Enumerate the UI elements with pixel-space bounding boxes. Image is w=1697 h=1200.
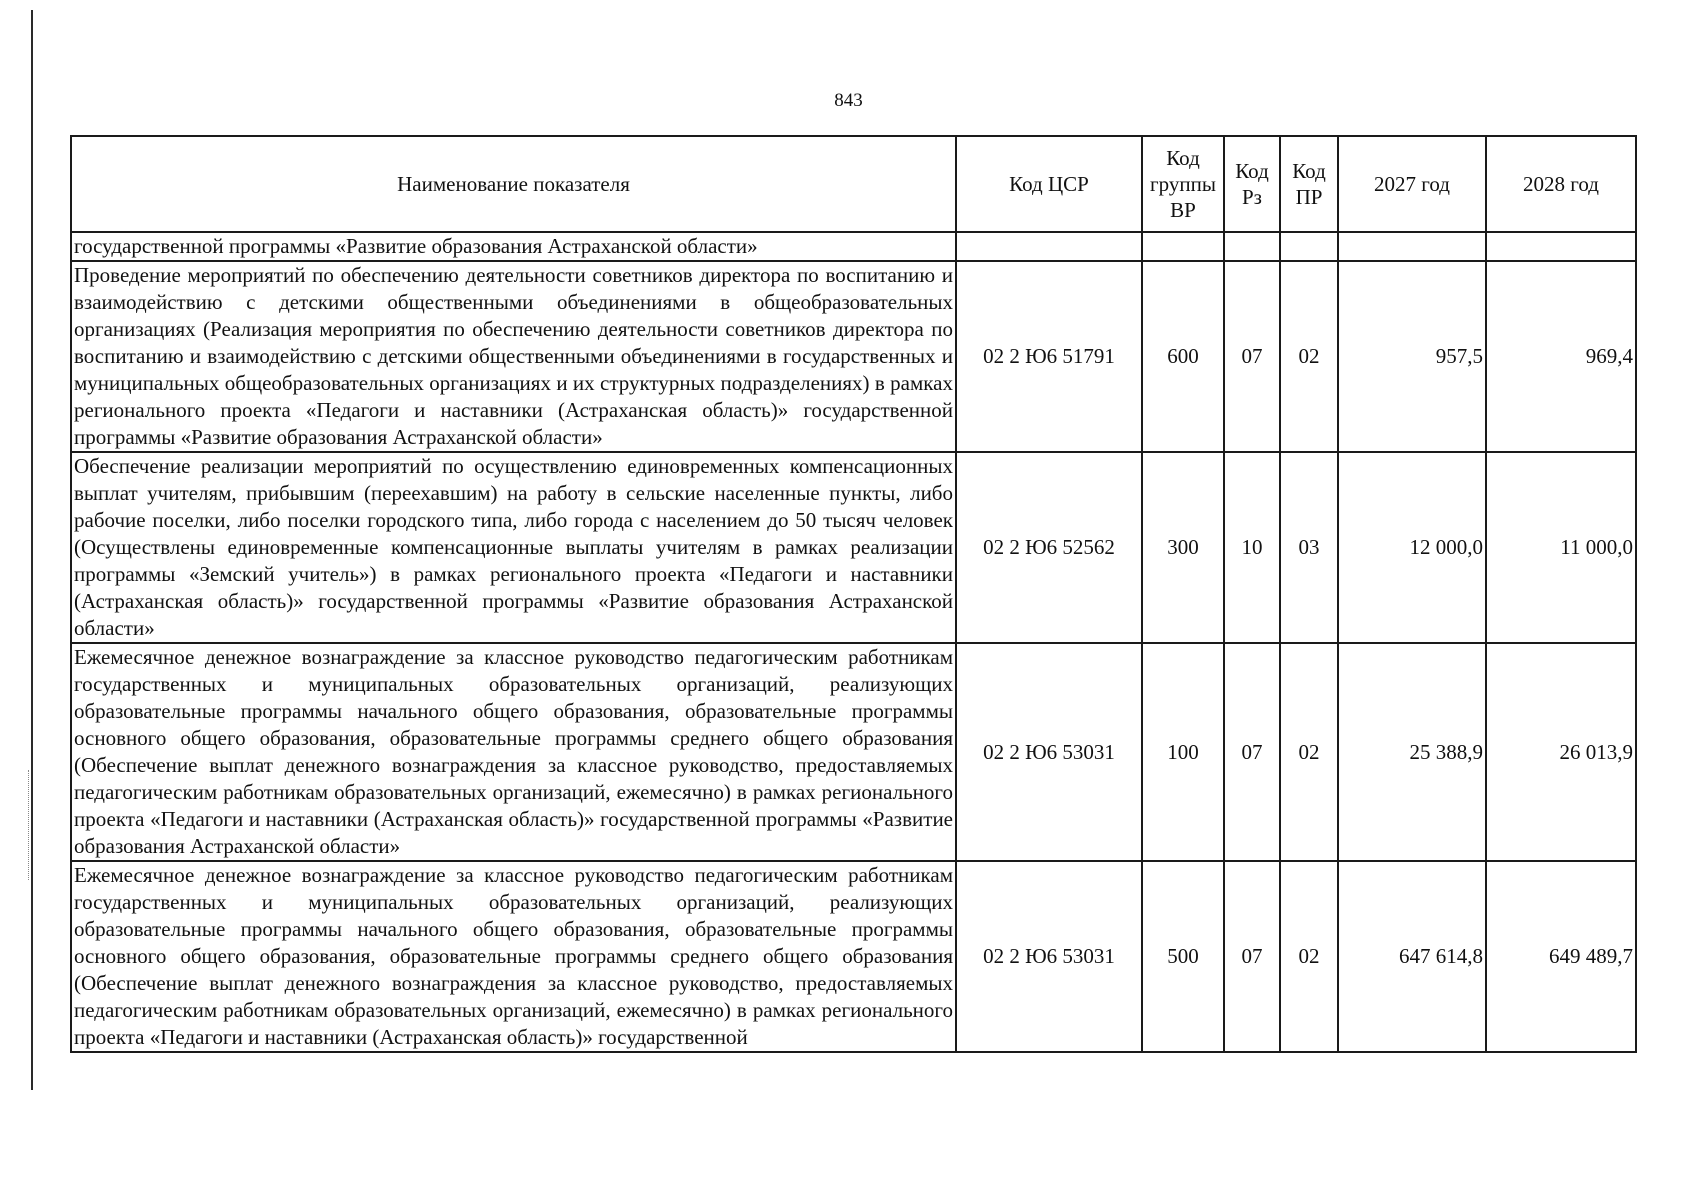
- header-rz: Код Рз: [1224, 136, 1280, 232]
- table-row: [71, 861, 1636, 1052]
- row-pr: 02: [1280, 261, 1338, 452]
- row-rz: 07: [1224, 643, 1280, 861]
- row-csr: 02 2 Ю6 53031: [956, 643, 1142, 861]
- row-vr: 300: [1142, 452, 1224, 643]
- row-csr: 02 2 Ю6 51791: [956, 261, 1142, 452]
- row-2028: 649 489,7: [1486, 861, 1636, 1052]
- budget-table: [70, 135, 1637, 1053]
- table-row: [71, 261, 1636, 452]
- header-2028: 2028 год: [1486, 136, 1636, 232]
- header-vr: Код группы ВР: [1142, 136, 1224, 232]
- row-2028: 969,4: [1486, 261, 1636, 452]
- row-2027: 647 614,8: [1338, 861, 1486, 1052]
- row-rz: 10: [1224, 452, 1280, 643]
- header-csr: Код ЦСР: [956, 136, 1142, 232]
- row-csr: [956, 232, 1142, 261]
- scan-margin-line: [31, 10, 33, 1090]
- table-row: [71, 232, 1636, 261]
- row-rz: 07: [1224, 861, 1280, 1052]
- row-2028: 26 013,9: [1486, 643, 1636, 861]
- row-pr: 02: [1280, 861, 1338, 1052]
- row-name: государственной программы «Развитие образования Астраханской области»: [71, 232, 956, 261]
- row-2028: [1486, 232, 1636, 261]
- row-pr: [1280, 232, 1338, 261]
- table-row: [71, 643, 1636, 861]
- header-name: Наименование показателя: [71, 136, 956, 232]
- row-csr: 02 2 Ю6 53031: [956, 861, 1142, 1052]
- row-rz: [1224, 232, 1280, 261]
- row-csr: 02 2 Ю6 52562: [956, 452, 1142, 643]
- row-2028: 11 000,0: [1486, 452, 1636, 643]
- table-row: [71, 452, 1636, 643]
- row-vr: 600: [1142, 261, 1224, 452]
- page-number: 843: [834, 90, 863, 111]
- row-2027: 957,5: [1338, 261, 1486, 452]
- row-rz: 07: [1224, 261, 1280, 452]
- row-vr: 500: [1142, 861, 1224, 1052]
- row-vr: [1142, 232, 1224, 261]
- table-header-row: [71, 136, 1636, 232]
- row-pr: 03: [1280, 452, 1338, 643]
- row-name: Ежемесячное денежное вознаграждение за классное руководство педагогическим работникам государственных и муниципальных образовательных организаций, реализующих образовательные программы начального общего образования, образовательные программы основного общего образования, образовательные программы среднего общего образования (Обеспечение выплат денежного вознаграждения за классное руководство, предоставляемых педагогическим работникам образовательных организаций, ежемесячно) в рамках регионального проекта «Педагоги и наставники (Астраханская область)» государственной: [71, 861, 956, 1052]
- row-pr: 02: [1280, 643, 1338, 861]
- row-vr: 100: [1142, 643, 1224, 861]
- header-2027: 2027 год: [1338, 136, 1486, 232]
- row-2027: [1338, 232, 1486, 261]
- row-2027: 25 388,9: [1338, 643, 1486, 861]
- header-pr: Код ПР: [1280, 136, 1338, 232]
- row-2027: 12 000,0: [1338, 452, 1486, 643]
- scan-margin-dots: [28, 770, 30, 880]
- row-name: Ежемесячное денежное вознаграждение за классное руководство педагогическим работникам государственных и муниципальных образовательных организаций, реализующих образовательные программы начального общего образования, образовательные программы основного общего образования, образовательные программы среднего общего образования (Обеспечение выплат денежного вознаграждения за классное руководство, предоставляемых педагогическим работникам образовательных организаций, ежемесячно) в рамках регионального проекта «Педагоги и наставники (Астраханская область)» государственной программы «Развитие образования Астраханской области»: [71, 643, 956, 861]
- row-name: Обеспечение реализации мероприятий по осуществлению единовременных компенсационных выплат учителям, прибывшим (переехавшим) на работу в сельские населенные пункты, либо рабочие поселки, либо поселки городского типа, либо города с населением до 50 тысяч человек (Осуществлены единовременные компенсационные выплаты учителям в рамках реализации программы «Земский учитель») в рамках регионального проекта «Педагоги и наставники (Астраханская область)» государственной программы «Развитие образования Астраханской области»: [71, 452, 956, 643]
- row-name: Проведение мероприятий по обеспечению деятельности советников директора по воспитанию и взаимодействию с детскими общественными объединениями в общеобразовательных организациях (Реализация мероприятия по обеспечению деятельности советников директора по воспитанию и взаимодействию с детскими общественными объединениями в государственных и муниципальных общеобразовательных организациях и их структурных подразделениях) в рамках регионального проекта «Педагоги и наставники (Астраханская область)» государственной программы «Развитие образования Астраханской области»: [71, 261, 956, 452]
